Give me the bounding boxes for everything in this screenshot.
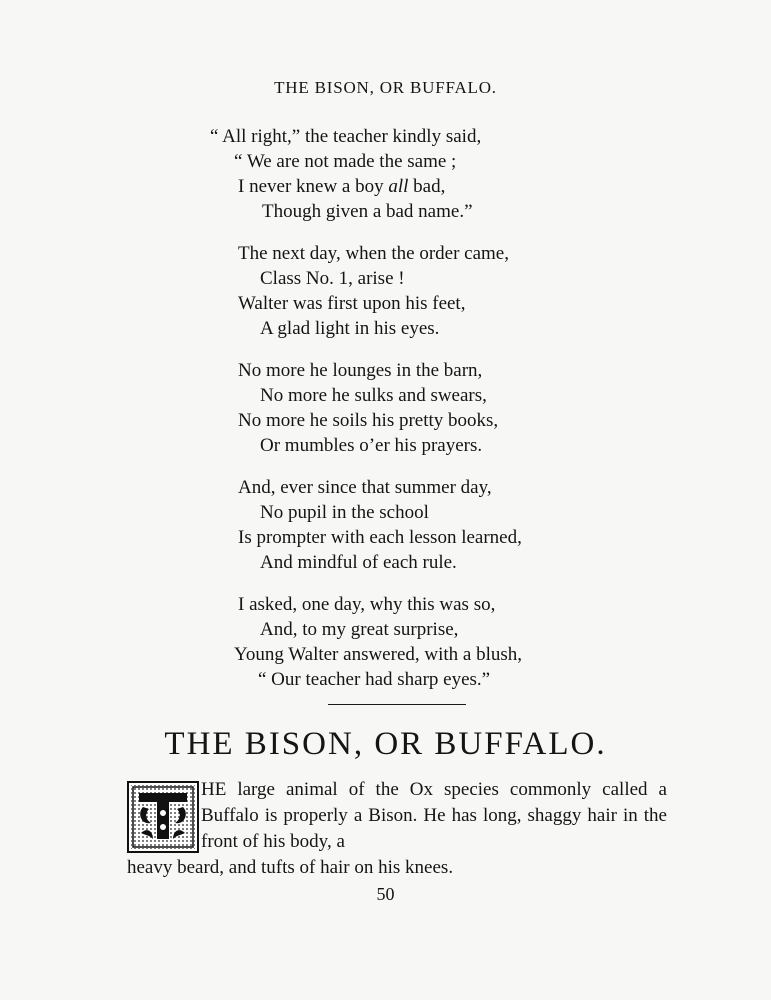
poem-line: Class No. 1, arise ! xyxy=(260,268,405,289)
article-paragraph-wrapped: HE large animal of the Ox species commonly called a Buffalo is properly a Bison. He has long, shaggy hair in the front of his body, a xyxy=(201,779,667,852)
poem-line: Though given a bad name.” xyxy=(262,201,473,222)
article-paragraph-tail: heavy beard, and tufts of hair on his knees. xyxy=(127,857,454,878)
poem-line-end: bad, xyxy=(408,176,446,197)
poem-line: “ Our teacher had sharp eyes.” xyxy=(258,669,491,690)
running-head: THE BISON, OR BUFFALO. xyxy=(274,78,497,97)
poem-line: “ All right,” the teacher kindly said, xyxy=(210,126,482,147)
poem-line: No more he soils his pretty books, xyxy=(238,410,499,431)
stanza-2 xyxy=(210,241,630,341)
poem xyxy=(210,124,630,709)
poem-line: Is prompter with each lesson learned, xyxy=(238,527,522,548)
poem-line: No pupil in the school xyxy=(260,502,429,523)
poem-line: I asked, one day, why this was so, xyxy=(238,594,496,615)
stanza-5 xyxy=(210,592,630,692)
stanza-4 xyxy=(210,475,630,575)
section-title: THE BISON, OR BUFFALO. xyxy=(164,726,607,762)
poem-line: The next day, when the order came, xyxy=(238,243,509,264)
stanza-3 xyxy=(210,358,630,458)
page-number: 50 xyxy=(376,884,395,904)
poem-line-start: I never knew a boy xyxy=(238,176,389,197)
poem-line: And mindful of each rule. xyxy=(260,552,457,573)
dropcap-t-icon xyxy=(127,781,199,853)
poem-line: No more he lounges in the barn, xyxy=(238,360,483,381)
poem-line: Or mumbles o’er his prayers. xyxy=(260,435,483,456)
article-paragraph xyxy=(127,777,667,881)
poem-line-italic: all xyxy=(388,176,409,197)
dropcap-ornament xyxy=(129,783,197,851)
section-divider xyxy=(328,704,466,705)
poem-line: Walter was first upon his feet, xyxy=(238,293,466,314)
poem-line xyxy=(210,174,630,199)
poem-line: “ We are not made the same ; xyxy=(234,151,457,172)
poem-line: And, to my great surprise, xyxy=(260,619,459,640)
poem-line: Young Walter answered, with a blush, xyxy=(234,644,523,665)
poem-line: A glad light in his eyes. xyxy=(260,318,440,339)
article xyxy=(127,777,667,881)
poem-line: No more he sulks and swears, xyxy=(260,385,487,406)
poem-line: And, ever since that summer day, xyxy=(238,477,492,498)
stanza-1 xyxy=(210,124,630,224)
